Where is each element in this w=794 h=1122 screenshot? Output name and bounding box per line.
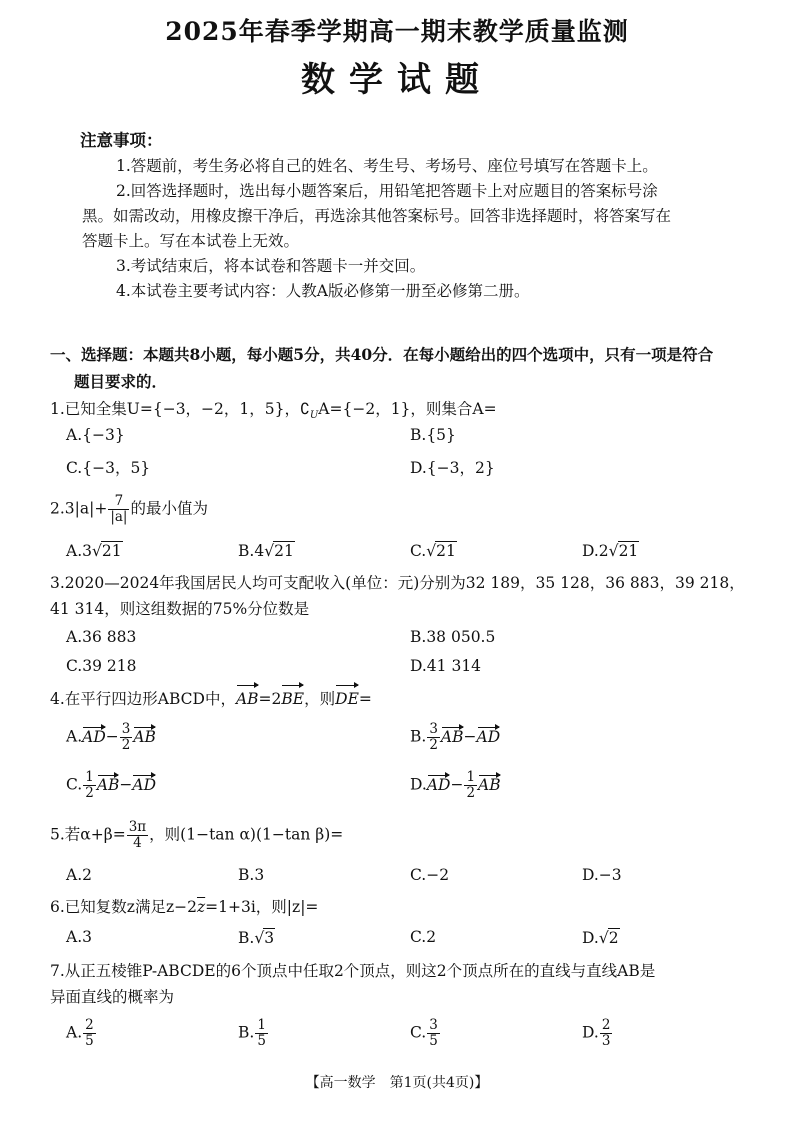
question-6-option-d: D.√2: [582, 929, 619, 947]
section-heading-line: 一、选择题：本题共8小题，每小题5分，共40分．在每小题给出的四个选项中，只有一项是符合: [50, 345, 714, 364]
question-5-option-c: C.−2: [410, 866, 450, 884]
section-heading-line: 题目要求的．: [74, 372, 168, 391]
exam-title: 2025年春季学期高一期末教学质量监测: [165, 17, 629, 46]
question-7-stem: 7.从正五棱锥P-ABCDE的6个顶点中任取2个顶点，则这2个顶点所在的直线与直线AB是 异面直线的概率为: [50, 962, 656, 1006]
notice-item: 3.考试结束后，将本试卷和答题卡一并交回。: [116, 257, 426, 275]
question-5-stem: 5.若α+β= $\frac{3\pi}{4}$ ，则(1−tan α)(1−tan β)=: [50, 819, 344, 851]
question-4-option-b: B. $\frac{3}{2}$ AB−AD: [410, 721, 501, 753]
question-5-option-d: D.−3: [582, 866, 622, 884]
question-7-option-a: A. $\frac{2}{5}$: [66, 1017, 94, 1049]
notice-item: 黑。如需改动，用橡皮擦干净后，再选涂其他答案标号。回答非选择题时，将答案写在: [82, 207, 672, 225]
question-3-option-c: C.39 218: [66, 657, 137, 675]
question-3-stem: 3.2020—2024年我国居民人均可支配收入(单位：元)分别为32 189，35 128，36 883，39 218， 41 314，则这组数据的75%分位数是: [50, 574, 745, 618]
question-6-option-a: A.3: [66, 928, 92, 946]
question-2-option-b: B.4√21: [238, 542, 294, 560]
question-5-option-a: A.2: [66, 866, 92, 884]
question-4-option-d: D.AD− $\frac{1}{2}$ AB: [410, 769, 501, 801]
question-1-option-d: D.{−3，2}: [410, 459, 495, 477]
question-3-option-d: D.41 314: [410, 657, 482, 675]
question-6-option-c: C.2: [410, 928, 437, 946]
question-1-option-a: A.{−3}: [66, 426, 125, 444]
question-1-option-c: C.{−3，5}: [66, 459, 151, 477]
question-4-option-a: A.AD− $\frac{3}{2}$ AB: [66, 721, 156, 753]
question-2-option-a: A.3√21: [66, 542, 122, 560]
question-1-option-b: B.{5}: [410, 426, 456, 444]
notice-item: 1.答题前，考生务必将自己的姓名、考生号、考场号、座位号填写在答题卡上。: [116, 157, 658, 175]
question-7-option-d: D. $\frac{2}{3}$: [582, 1017, 611, 1049]
subject-title: 数学试题: [301, 60, 493, 100]
question-3-option-b: B.38 050.5: [410, 628, 496, 646]
question-1-stem: 1.已知全集U={−3，−2，1，5}，$∁_UA=\{-2$，1}，则集合A=: [50, 400, 497, 422]
question-3-option-a: A.36 883: [66, 628, 137, 646]
notice-item: 2.回答选择题时，选出每小题答案后，用铅笔把答题卡上对应题目的答案标号涂: [116, 182, 658, 200]
section-heading: [50, 341, 750, 395]
notice-item: 4.本试卷主要考试内容：人教A版必修第一册至必修第二册。: [116, 282, 530, 300]
question-4-stem: 4.在平行四边形ABCD中，AB=2BE，则DE=: [50, 684, 760, 712]
notice-item: 答题卡上。写在本试卷上无效。: [82, 232, 300, 250]
fraction: $\frac{7}{|a|}$: [110, 493, 128, 525]
question-4-option-c: C. $\frac{1}{2}$ AB−AD: [66, 769, 157, 801]
notice-heading: 注意事项：: [80, 131, 163, 150]
notice-block: [82, 128, 732, 304]
question-6-stem: 6.已知复数z满足$z-2\overline{z}=1+3i$，则|z|=: [50, 898, 319, 916]
page-footer: 【高一数学 第1页(共4页)】: [305, 1075, 489, 1091]
question-2-option-c: C.√21: [410, 542, 456, 560]
question-6-option-b: B.√3: [238, 929, 275, 947]
question-2-stem: 2.3|a|+ $\frac{7}{|a|}$ 的最小值为: [50, 493, 208, 525]
question-2-option-d: D.2√21: [582, 542, 639, 560]
question-5-option-b: B.3: [238, 866, 265, 884]
question-7-option-c: C. $\frac{3}{5}$: [410, 1017, 438, 1049]
question-7-option-b: B. $\frac{1}{5}$: [238, 1017, 266, 1049]
